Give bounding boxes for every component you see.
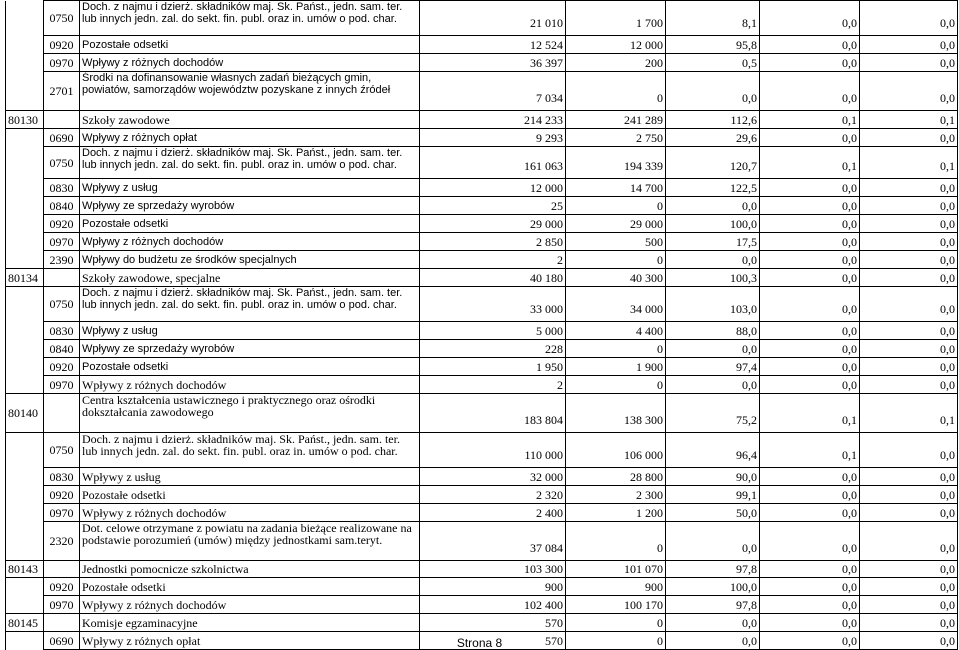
value-share-1: 0,0 [760, 504, 860, 522]
value-percent: 97,4 [666, 358, 760, 376]
value-percent: 100,0 [666, 215, 760, 233]
value-executed: 28 800 [566, 468, 666, 486]
section-code [6, 36, 44, 54]
value-share-2: 0,0 [860, 215, 958, 233]
item-description: Komisje egzaminacyjne [80, 614, 420, 632]
item-description: Wpływy z różnych dochodów [80, 54, 420, 72]
section-code [6, 197, 44, 215]
value-percent: 0,0 [666, 632, 760, 650]
item-description: Pozostałe odsetki [80, 215, 420, 233]
value-plan: 36 397 [420, 54, 566, 72]
section-code [6, 358, 44, 376]
value-share-1: 0,0 [760, 269, 860, 287]
value-share-1: 0,0 [760, 197, 860, 215]
value-percent: 0,0 [666, 197, 760, 215]
table-row [6, 322, 958, 340]
value-executed: 1 200 [566, 504, 666, 522]
value-share-2: 0,0 [860, 596, 958, 614]
value-percent: 75,2 [666, 394, 760, 433]
paragraph-code [44, 561, 80, 578]
value-executed: 106 000 [566, 433, 666, 468]
paragraph-code: 0970 [44, 233, 80, 251]
value-plan: 40 180 [420, 269, 566, 287]
value-share-1: 0,0 [760, 179, 860, 197]
section-code [6, 376, 44, 394]
value-executed: 14 700 [566, 179, 666, 197]
value-percent: 0,0 [666, 251, 760, 269]
value-share-2: 0,1 [860, 111, 958, 129]
value-plan: 900 [420, 578, 566, 596]
value-plan: 12 000 [420, 179, 566, 197]
value-share-1: 0,0 [760, 129, 860, 147]
paragraph-code [44, 269, 80, 287]
paragraph-code: 0750 [44, 1, 80, 36]
value-share-1: 0,0 [760, 486, 860, 504]
section-code [6, 129, 44, 147]
value-percent: 100,0 [666, 578, 760, 596]
value-share-2: 0,0 [860, 179, 958, 197]
paragraph-code: 0970 [44, 54, 80, 72]
paragraph-code: 0920 [44, 215, 80, 233]
value-share-2: 0,0 [860, 578, 958, 596]
value-executed: 2 750 [566, 129, 666, 147]
section-code [6, 340, 44, 358]
value-plan: 5 000 [420, 322, 566, 340]
value-percent: 95,8 [666, 36, 760, 54]
value-executed: 40 300 [566, 269, 666, 287]
value-percent: 97,8 [666, 561, 760, 578]
table-row [6, 179, 958, 197]
item-description: Środki na dofinansowanie własnych zadań bieżących gmin, powiatów, samorządów województw pozyskane z innych źródeł [80, 72, 420, 111]
value-executed: 200 [566, 54, 666, 72]
value-share-1: 0,0 [760, 72, 860, 111]
table-row [6, 54, 958, 72]
value-percent: 0,0 [666, 614, 760, 632]
value-executed: 1 700 [566, 1, 666, 36]
value-share-2: 0,0 [860, 233, 958, 251]
item-description: Wpływy z różnych dochodów [80, 596, 420, 614]
value-executed: 29 000 [566, 215, 666, 233]
value-share-2: 0,0 [860, 1, 958, 36]
value-executed: 0 [566, 522, 666, 561]
value-share-2: 0,0 [860, 251, 958, 269]
value-share-2: 0,0 [860, 72, 958, 111]
value-percent: 50,0 [666, 504, 760, 522]
value-executed: 4 400 [566, 322, 666, 340]
value-share-2: 0,0 [860, 54, 958, 72]
value-executed: 1 900 [566, 358, 666, 376]
table-row [6, 614, 958, 632]
value-share-2: 0,0 [860, 287, 958, 322]
value-plan: 570 [420, 614, 566, 632]
value-executed: 0 [566, 251, 666, 269]
value-share-1: 0,0 [760, 578, 860, 596]
paragraph-code: 2320 [44, 522, 80, 561]
item-description: Pozostałe odsetki [80, 36, 420, 54]
table-row [6, 233, 958, 251]
table-row [6, 561, 958, 578]
value-share-1: 0,0 [760, 522, 860, 561]
paragraph-code [44, 394, 80, 433]
table-row [6, 36, 958, 54]
value-share-1: 0,0 [760, 233, 860, 251]
value-share-1: 0,1 [760, 394, 860, 433]
value-executed: 0 [566, 340, 666, 358]
value-percent: 96,4 [666, 433, 760, 468]
value-share-1: 0,0 [760, 561, 860, 578]
value-plan: 2 850 [420, 233, 566, 251]
value-executed: 34 000 [566, 287, 666, 322]
value-plan: 29 000 [420, 215, 566, 233]
value-share-1: 0,1 [760, 147, 860, 179]
paragraph-code: 2390 [44, 251, 80, 269]
value-share-1: 0,0 [760, 614, 860, 632]
value-plan: 570 [420, 632, 566, 650]
table-row [6, 376, 958, 394]
value-percent: 0,0 [666, 72, 760, 111]
value-plan: 2 [420, 376, 566, 394]
value-plan: 1 950 [420, 358, 566, 376]
value-plan: 183 804 [420, 394, 566, 433]
value-share-1: 0,0 [760, 340, 860, 358]
value-plan: 214 233 [420, 111, 566, 129]
value-executed: 0 [566, 376, 666, 394]
value-share-1: 0,0 [760, 215, 860, 233]
section-code [6, 215, 44, 233]
paragraph-code: 0920 [44, 36, 80, 54]
paragraph-code: 2701 [44, 72, 80, 111]
table-row [6, 215, 958, 233]
value-percent: 0,0 [666, 376, 760, 394]
section-code [6, 147, 44, 179]
paragraph-code: 0830 [44, 179, 80, 197]
section-code [6, 233, 44, 251]
value-percent: 8,1 [666, 1, 760, 36]
item-description: Doch. z najmu i dzierż. składników maj. Sk. Państ., jedn. sam. ter. lub innych jedn. zal. do sekt. fin. publ. oraz in. umów o pod. char. [80, 433, 420, 468]
table-row [6, 433, 958, 468]
paragraph-code: 0840 [44, 197, 80, 215]
item-description: Pozostałe odsetki [80, 358, 420, 376]
table-row [6, 72, 958, 111]
paragraph-code [44, 614, 80, 632]
value-plan: 2 320 [420, 486, 566, 504]
paragraph-code: 0750 [44, 433, 80, 468]
item-description: Pozostałe odsetki [80, 486, 420, 504]
value-percent: 0,5 [666, 54, 760, 72]
paragraph-code: 0690 [44, 129, 80, 147]
table-row [6, 269, 958, 287]
table-row [6, 596, 958, 614]
value-share-1: 0,0 [760, 322, 860, 340]
item-description: Jednostki pomocnicze szkolnictwa [80, 561, 420, 578]
table-row [6, 1, 958, 36]
budget-table [5, 0, 958, 650]
section-code [6, 486, 44, 504]
value-plan: 33 000 [420, 287, 566, 322]
value-share-1: 0,0 [760, 632, 860, 650]
item-description: Wpływy z różnych opłat [80, 129, 420, 147]
value-executed: 0 [566, 632, 666, 650]
value-plan: 9 293 [420, 129, 566, 147]
value-executed: 0 [566, 614, 666, 632]
table-row [6, 129, 958, 147]
value-share-2: 0,1 [860, 394, 958, 433]
section-code [6, 72, 44, 111]
value-plan: 37 084 [420, 522, 566, 561]
paragraph-code: 0970 [44, 504, 80, 522]
item-description: Wpływy do budżetu ze środków specjalnych [80, 251, 420, 269]
table-row [6, 468, 958, 486]
paragraph-code: 0920 [44, 578, 80, 596]
item-description: Szkoły zawodowe, specjalne [80, 269, 420, 287]
table-body [6, 1, 958, 650]
item-description: Wpływy z różnych dochodów [80, 504, 420, 522]
value-share-1: 0,0 [760, 54, 860, 72]
item-description: Wpływy z usług [80, 179, 420, 197]
value-percent: 100,3 [666, 269, 760, 287]
value-plan: 32 000 [420, 468, 566, 486]
value-share-2: 0,0 [860, 486, 958, 504]
paragraph-code: 0830 [44, 322, 80, 340]
value-executed: 0 [566, 72, 666, 111]
value-plan: 2 [420, 251, 566, 269]
table-row [6, 287, 958, 322]
value-share-2: 0,0 [860, 269, 958, 287]
table-row [6, 486, 958, 504]
value-share-2: 0,0 [860, 197, 958, 215]
value-percent: 112,6 [666, 111, 760, 129]
section-code [6, 251, 44, 269]
value-executed: 101 070 [566, 561, 666, 578]
section-code: 80140 [6, 394, 44, 433]
value-executed: 0 [566, 197, 666, 215]
table-row [6, 504, 958, 522]
paragraph-code: 0830 [44, 468, 80, 486]
section-code [6, 504, 44, 522]
paragraph-code: 0970 [44, 376, 80, 394]
section-code [6, 54, 44, 72]
paragraph-code: 0750 [44, 287, 80, 322]
value-plan: 12 524 [420, 36, 566, 54]
value-plan: 228 [420, 340, 566, 358]
value-share-1: 0,0 [760, 1, 860, 36]
table-row [6, 340, 958, 358]
value-share-1: 0,0 [760, 596, 860, 614]
value-share-2: 0,0 [860, 632, 958, 650]
value-share-2: 0,0 [860, 561, 958, 578]
value-share-2: 0,0 [860, 129, 958, 147]
value-plan: 21 010 [420, 1, 566, 36]
paragraph-code: 0920 [44, 486, 80, 504]
value-executed: 2 300 [566, 486, 666, 504]
item-description: Wpływy z różnych opłat [80, 632, 420, 650]
value-plan: 102 400 [420, 596, 566, 614]
section-code [6, 322, 44, 340]
table-row [6, 358, 958, 376]
value-share-2: 0,0 [860, 504, 958, 522]
section-code [6, 287, 44, 322]
item-description: Wpływy ze sprzedaży wyrobów [80, 340, 420, 358]
item-description: Wpływy z różnych dochodów [80, 233, 420, 251]
section-code: 80130 [6, 111, 44, 129]
value-plan: 161 063 [420, 147, 566, 179]
table-row [6, 578, 958, 596]
page-number: Strona 8 [456, 636, 503, 650]
section-code [6, 578, 44, 596]
section-code [6, 1, 44, 36]
value-percent: 90,0 [666, 468, 760, 486]
paragraph-code [44, 111, 80, 129]
value-share-1: 0,0 [760, 358, 860, 376]
value-share-1: 0,1 [760, 433, 860, 468]
value-plan: 110 000 [420, 433, 566, 468]
value-share-1: 0,0 [760, 376, 860, 394]
value-share-2: 0,0 [860, 322, 958, 340]
value-share-1: 0,0 [760, 287, 860, 322]
table-row [6, 197, 958, 215]
value-percent: 120,7 [666, 147, 760, 179]
paragraph-code: 0970 [44, 596, 80, 614]
value-percent: 103,0 [666, 287, 760, 322]
item-description: Wpływy z różnych dochodów [80, 376, 420, 394]
value-percent: 97,8 [666, 596, 760, 614]
table-row [6, 147, 958, 179]
item-description: Centra kształcenia ustawicznego i praktycznego oraz ośrodki dokształcania zawodowego [80, 394, 420, 433]
value-plan: 103 300 [420, 561, 566, 578]
item-description: Wpływy z usług [80, 322, 420, 340]
value-share-2: 0,0 [860, 468, 958, 486]
paragraph-code: 0920 [44, 358, 80, 376]
item-description: Doch. z najmu i dzierż. składników maj. Sk. Państ., jedn. sam. ter. lub innych jedn. zal. do sekt. fin. publ. oraz in. umów o pod. char. [80, 147, 420, 179]
value-executed: 241 289 [566, 111, 666, 129]
value-percent: 99,1 [666, 486, 760, 504]
value-share-1: 0,0 [760, 468, 860, 486]
value-executed: 138 300 [566, 394, 666, 433]
section-code [6, 433, 44, 468]
value-share-1: 0,1 [760, 111, 860, 129]
item-description: Dot. celowe otrzymane z powiatu na zadania bieżące realizowane na podstawie porozumień (umów) między jednostkami sam.teryt. [80, 522, 420, 561]
item-description: Pozostałe odsetki [80, 578, 420, 596]
value-share-1: 0,0 [760, 251, 860, 269]
value-executed: 194 339 [566, 147, 666, 179]
item-description: Doch. z najmu i dzierż. składników maj. Sk. Państ., jedn. sam. ter. lub innych jedn. zal. do sekt. fin. publ. oraz in. umów o pod. char. [80, 287, 420, 322]
value-executed: 900 [566, 578, 666, 596]
value-percent: 122,5 [666, 179, 760, 197]
value-plan: 2 400 [420, 504, 566, 522]
value-share-2: 0,0 [860, 433, 958, 468]
section-code [6, 468, 44, 486]
value-share-2: 0,0 [860, 614, 958, 632]
section-code: 80143 [6, 561, 44, 578]
section-code [6, 179, 44, 197]
value-share-2: 0,0 [860, 376, 958, 394]
value-percent: 0,0 [666, 522, 760, 561]
paragraph-code: 0690 [44, 632, 80, 650]
value-executed: 100 170 [566, 596, 666, 614]
value-share-2: 0,0 [860, 340, 958, 358]
table-row [6, 251, 958, 269]
table-row [6, 111, 958, 129]
item-description: Doch. z najmu i dzierż. składników maj. Sk. Państ., jedn. sam. ter. lub innych jedn. zal. do sekt. fin. publ. oraz in. umów o pod. char. [80, 1, 420, 36]
value-executed: 500 [566, 233, 666, 251]
item-description: Wpływy z usług [80, 468, 420, 486]
table-row [6, 394, 958, 433]
value-plan: 7 034 [420, 72, 566, 111]
paragraph-code: 0750 [44, 147, 80, 179]
section-code [6, 596, 44, 614]
value-percent: 29,6 [666, 129, 760, 147]
value-share-2: 0,0 [860, 522, 958, 561]
value-share-2: 0,1 [860, 147, 958, 179]
item-description: Szkoły zawodowe [80, 111, 420, 129]
value-percent: 88,0 [666, 322, 760, 340]
value-share-1: 0,0 [760, 36, 860, 54]
value-executed: 12 000 [566, 36, 666, 54]
table-row [6, 522, 958, 561]
section-code: 80134 [6, 269, 44, 287]
section-code: 80145 [6, 614, 44, 632]
item-description: Wpływy ze sprzedaży wyrobów [80, 197, 420, 215]
value-share-2: 0,0 [860, 36, 958, 54]
value-plan: 25 [420, 197, 566, 215]
value-share-2: 0,0 [860, 358, 958, 376]
paragraph-code: 0840 [44, 340, 80, 358]
value-percent: 17,5 [666, 233, 760, 251]
section-code [6, 522, 44, 561]
value-percent: 0,0 [666, 340, 760, 358]
